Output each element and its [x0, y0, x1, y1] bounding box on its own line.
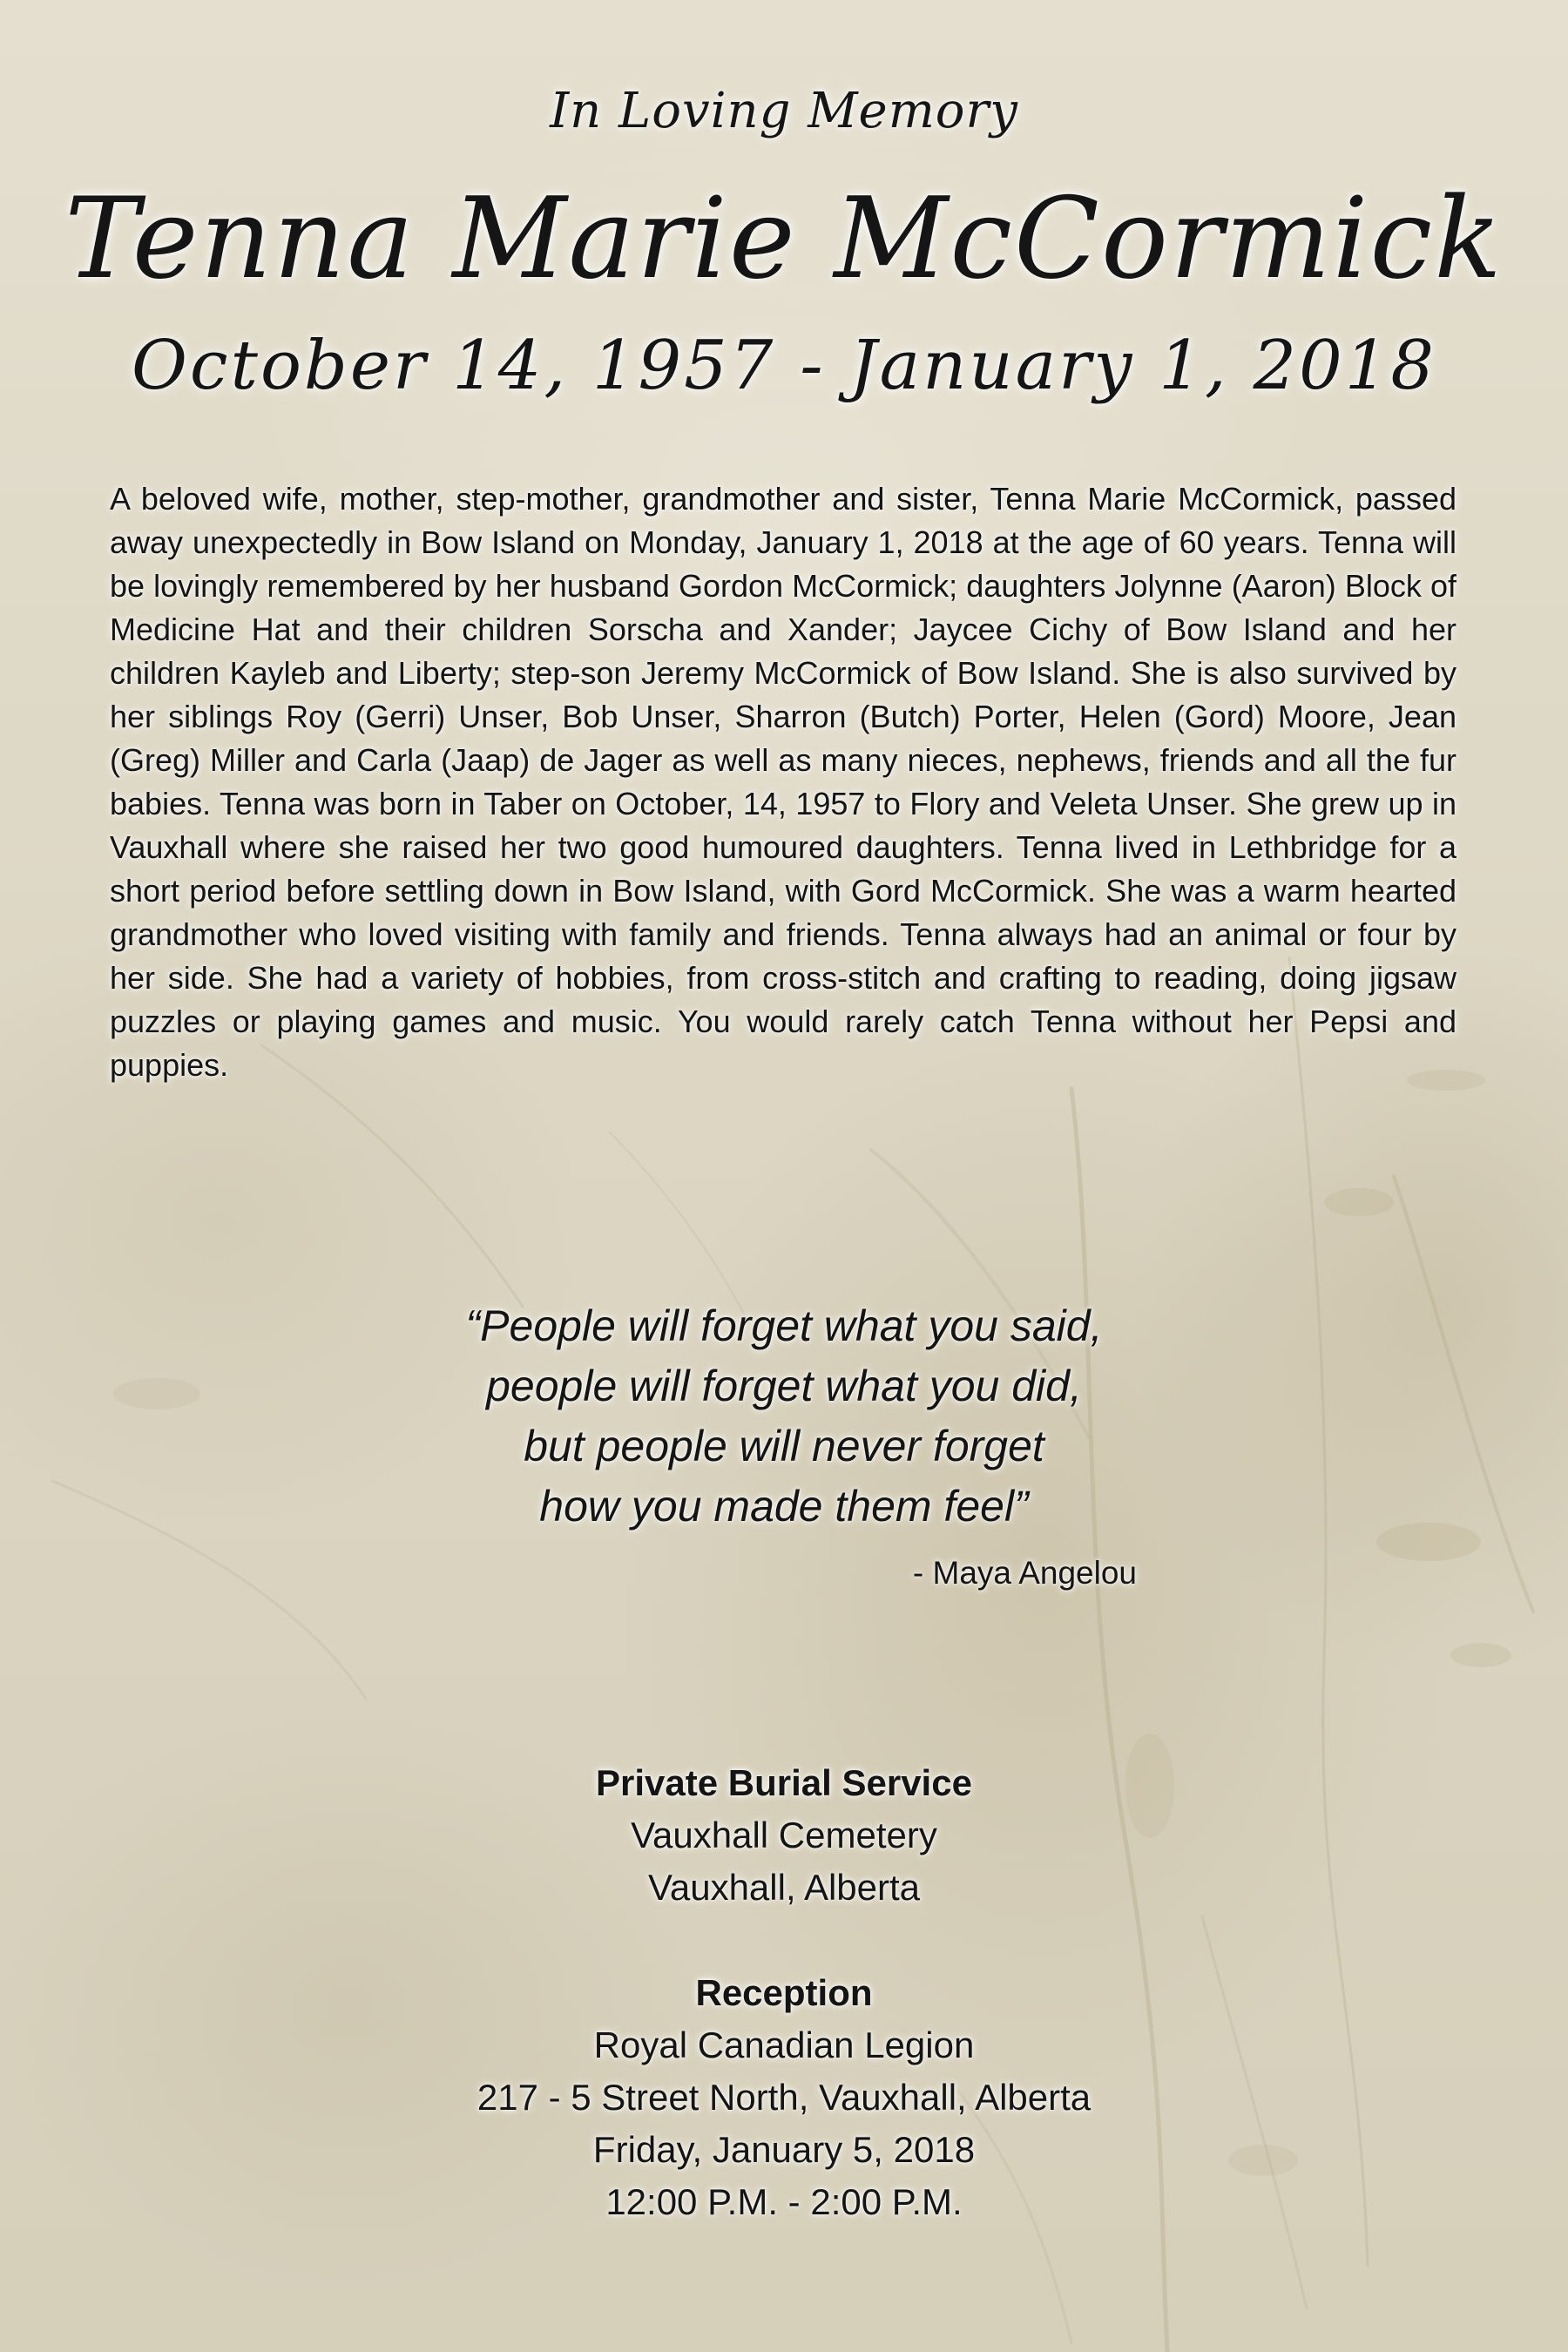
life-dates: October 14, 1957 - January 1, 2018: [131, 327, 1436, 405]
memory-heading: In Loving Memory: [550, 83, 1018, 139]
quote-line: “People will forget what you said,: [465, 1301, 1103, 1350]
reception-address: 217 - 5 Street North, Vauxhall, Alberta: [476, 2077, 1092, 2118]
quote-block: [0, 1296, 1568, 1537]
obituary-text: A beloved wife, mother, step-mother, grandmother and sister, Tenna Marie McCormick, passed away unexpectedly in Bow Island on Monday, January 1, 2018 at the age of 60 years. Tenna will be lovingly remembered by her husband Gordon McCormick; daughters Jolynne (Aaron) Block of Medicine Hat and their children Sorscha and Xander; Jaycee Cichy of Bow Island and her children Kayleb and Liberty; step-son Jeremy McCormick of Bow Island. She is also survived by her siblings Roy (Gerri) Unser, Bob Unser, Sharron (Butch) Porter, Helen (Gord) Moore, Jean (Greg) Miller and Carla (Jaap) de Jager as well as many nieces, nephews, friends and all the fur babies. Tenna was born in Taber on October, 14, 1957 to Flory and Veleta Unser. She grew up in Vauxhall where she raised her two good humoured daughters. Tenna lived in Lethbridge for a short period before settling down in Bow Island, with Gord McCormick. She was a warm hearted grandmother who loved visiting with family and friends. Tenna always had an animal or four by her side. She had a variety of hobbies, from cross-stitch and crafting to reading, doing jigsaw puzzles or playing games and music. You would rarely catch Tenna without her Pepsi and puppies.: [110, 481, 1456, 1083]
reception-time: 12:00 P.M. - 2:00 P.M.: [605, 2181, 963, 2222]
reception-title: Reception: [695, 1972, 873, 2013]
reception-block: [0, 1967, 1568, 2228]
quote-line: but people will never forget: [524, 1422, 1044, 1470]
burial-service-block: [0, 1757, 1568, 1914]
quote-line: how you made them feel”: [539, 1482, 1029, 1531]
reception-date: Friday, January 5, 2018: [592, 2129, 976, 2170]
burial-location: Vauxhall Cemetery: [631, 1815, 937, 1855]
burial-town: Vauxhall, Alberta: [647, 1867, 921, 1908]
quote-line: people will forget what you did,: [486, 1362, 1082, 1410]
quote-author: - Maya Angelou: [912, 1555, 1137, 1591]
reception-venue: Royal Canadian Legion: [593, 2024, 975, 2065]
deceased-name: Tenna Marie McCormick: [64, 174, 1504, 304]
burial-service-title: Private Burial Service: [596, 1762, 972, 1803]
